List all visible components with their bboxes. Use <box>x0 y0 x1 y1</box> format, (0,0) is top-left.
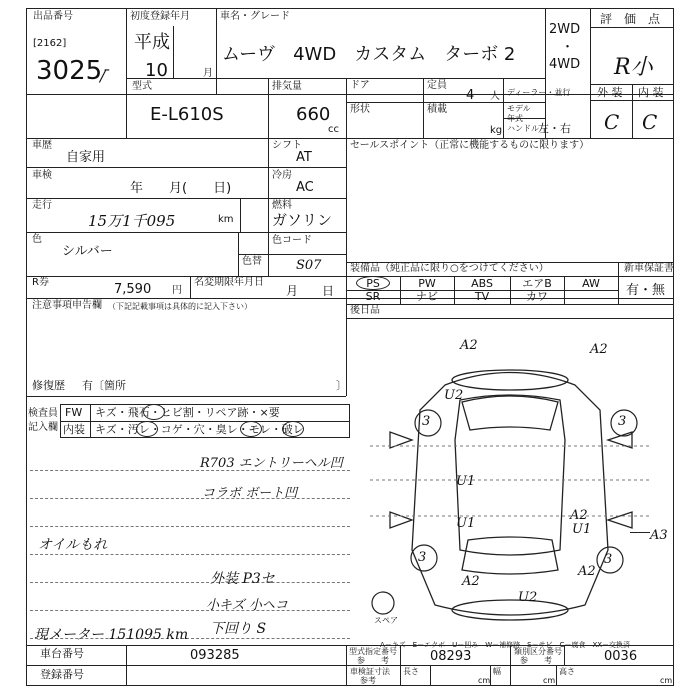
deadline-value: 月 日 <box>286 284 335 298</box>
int-odor-circle <box>240 421 262 437</box>
mileage-value: 15万1千095 <box>88 212 176 230</box>
model-value: E-L610S <box>150 104 224 125</box>
fw-label: FW <box>65 406 83 419</box>
spare-label: スペア <box>374 616 398 625</box>
ac-label: 冷房 <box>272 170 292 181</box>
height-label: 高さ <box>559 667 575 676</box>
recycle-value: 7,590 <box>114 282 152 297</box>
shift-label: シフト <box>272 140 302 151</box>
equip-sr: SR <box>365 290 381 303</box>
int-items: キズ・汚レ・コゲ・穴・臭レ・モレ・破レ <box>95 423 304 436</box>
fw-stone-circle <box>143 404 165 420</box>
name-label: 車名・グレード <box>220 11 290 22</box>
cap-label: 定員 <box>427 80 447 91</box>
inspect-value: 年 月( 日) <box>130 181 232 196</box>
repair-close: 〕 <box>336 379 347 392</box>
warranty-label: 新車保証書 <box>624 263 674 274</box>
mark-3-fr-wheel: 3 <box>618 414 627 429</box>
mark-a2-rear-left: A2 <box>462 574 480 589</box>
int-label: 内装 <box>63 423 85 436</box>
mark-u1-left-front: U1 <box>456 474 476 489</box>
mark-3-rr-wheel: 3 <box>604 552 613 567</box>
drive-dot: ・ <box>561 40 575 55</box>
color-label: 色 <box>32 234 42 245</box>
dim-sub: 参考 <box>360 676 376 685</box>
equip-aw: AW <box>582 277 600 290</box>
car-diagram <box>350 320 674 640</box>
equipment-label: 装備品（純正品に限り○をつけてください） <box>350 263 549 274</box>
class-label: 類別区分番号 <box>514 647 562 656</box>
mileage-unit: km <box>218 214 234 225</box>
disp-value: 660 <box>296 104 331 125</box>
lot-label: 出品番号 <box>33 11 73 22</box>
equip-airbag: エアB <box>522 277 552 290</box>
door-label: ドア <box>350 80 370 91</box>
color-change-label: 色替 <box>242 256 262 267</box>
shape-label: 形状 <box>350 104 370 115</box>
mark-a2-right-rear: A2 <box>570 508 588 523</box>
history-label: 車歴 <box>32 140 52 151</box>
lot-number: 3025 <box>36 56 103 86</box>
disp-label: 排気量 <box>272 81 302 92</box>
color-code-value: S07 <box>296 258 322 273</box>
width-unit: cm <box>543 676 556 685</box>
mark-a2-rear-right: A2 <box>578 564 596 579</box>
rating-value: R小 <box>614 55 653 80</box>
damage-legend: A－キズ E－エクボ U－凹み W－補修跡 S－サビ C－腐食 XX－交換済 <box>380 641 631 649</box>
mark-3-rl-wheel: 3 <box>418 550 427 565</box>
load-unit: kg <box>490 125 503 136</box>
reg-label: 登録番号 <box>40 668 84 681</box>
history-value: 自家用 <box>66 150 106 165</box>
month-unit: 月 <box>203 68 213 79</box>
length-label: 長さ <box>403 667 419 676</box>
disp-unit: cc <box>328 124 339 135</box>
chassis-value: 093285 <box>190 648 240 663</box>
int-leak-circle <box>282 421 304 437</box>
equip-tv: TV <box>474 290 490 303</box>
model-label: 型式 <box>132 81 152 92</box>
first-reg-label: 初度登録年月 <box>130 11 190 22</box>
class-value: 0036 <box>604 649 638 664</box>
equip-ps: PS <box>366 277 380 290</box>
warranty-value: 有・無 <box>626 283 666 298</box>
mark-a3-right: A3 <box>650 528 668 543</box>
shift-value: AT <box>296 150 312 165</box>
color-value: シルバー <box>62 244 113 259</box>
after-label: 後日品 <box>350 305 380 316</box>
class-sub: 参 考 <box>520 656 552 665</box>
fw-items: キズ・飛石・ヒビ割・リペア跡・×要 <box>95 406 280 419</box>
ac-value: AC <box>296 180 314 195</box>
rating-label: 評 価 点 <box>600 12 661 26</box>
note-7: 現メーター 151095 km <box>34 627 189 643</box>
lot-code: [2162] <box>33 38 67 49</box>
note-6: 下回り S <box>210 621 267 637</box>
mark-a2-front-right: A2 <box>590 342 608 357</box>
era: 平成 <box>134 32 170 53</box>
height-unit: cm <box>660 676 673 685</box>
mark-u2-rear: U2 <box>518 590 538 605</box>
drive-4wd: 4WD <box>549 57 581 72</box>
inspector-label-1: 検査員 <box>28 408 58 419</box>
dim-label: 車検証寸法 <box>350 667 390 676</box>
lot-mark: / ̄ <box>100 66 111 85</box>
repair-label: 修復歴 <box>32 379 65 392</box>
note-2: コラボ ボート凹 <box>202 486 298 501</box>
repair-value: 有〔箇所 <box>82 379 126 392</box>
note-3: オイルもれ <box>38 537 108 553</box>
drive-2wd: 2WD <box>549 22 581 37</box>
note-1: R703 エントリーヘル凹 <box>200 456 343 471</box>
mark-u1-right-rear: U1 <box>572 522 592 537</box>
dealer-label: ディーラー・並行 <box>507 88 571 97</box>
interior-label: 内 装 <box>638 86 664 99</box>
length-unit: cm <box>478 676 491 685</box>
note-5: 小キズ 小ヘコ <box>206 598 288 613</box>
inspect-label: 車検 <box>32 170 52 181</box>
load-label: 積載 <box>427 104 447 115</box>
model-year-label: モデル 年式 <box>507 104 531 123</box>
notes-label: 注意事項申告欄 <box>32 300 102 311</box>
width-label: 幅 <box>493 667 501 676</box>
exterior-value: C <box>604 110 620 134</box>
handle-label: ハンドル <box>507 124 539 133</box>
mark-3-fl-wheel: 3 <box>422 414 431 429</box>
inspector-label-2: 記入欄 <box>28 422 58 433</box>
year: 10 <box>145 60 168 81</box>
int-dirt-circle <box>136 421 158 437</box>
interior-value: C <box>642 110 658 134</box>
type-desig-label: 型式指定番号 <box>349 647 397 656</box>
handle-value: 左・右 <box>538 122 571 135</box>
equip-abs: ABS <box>471 277 493 290</box>
equip-pw: PW <box>418 277 436 290</box>
sales-point-label: セールスポイント（正常に機能するものに限ります） <box>350 140 590 151</box>
deadline-label: 名変期限年月日 <box>194 277 264 288</box>
cap-unit: 人 <box>490 91 500 102</box>
mark-a2-front-left: A2 <box>460 338 478 353</box>
equip-leather: カワ <box>526 290 548 303</box>
note-4: 外装 P3セ <box>210 571 275 587</box>
notes-sublabel: （下記記載事項は具体的に記入下さい） <box>108 302 252 311</box>
car-name: ムーヴ 4WD カスタム ターボ 2 <box>222 44 516 65</box>
fuel-label: 燃料 <box>272 200 292 211</box>
mark-u2-front: U2 <box>444 388 464 403</box>
mark-u1-left-rear: U1 <box>456 516 476 531</box>
type-desig-value: 08293 <box>430 649 472 664</box>
chassis-label: 車台番号 <box>40 647 84 660</box>
fuel-value: ガソリン <box>272 211 333 229</box>
mileage-label: 走行 <box>32 200 52 211</box>
equip-navi: ナビ <box>416 290 438 303</box>
equip-ps-circle <box>356 276 390 290</box>
exterior-label: 外 装 <box>597 86 623 99</box>
recycle-label: R券 <box>32 277 49 288</box>
cap-value: 4 <box>466 88 475 103</box>
recycle-unit: 円 <box>172 285 182 296</box>
type-desig-sub: 参 考 <box>357 656 389 665</box>
color-code-label: 色コード <box>272 235 312 246</box>
